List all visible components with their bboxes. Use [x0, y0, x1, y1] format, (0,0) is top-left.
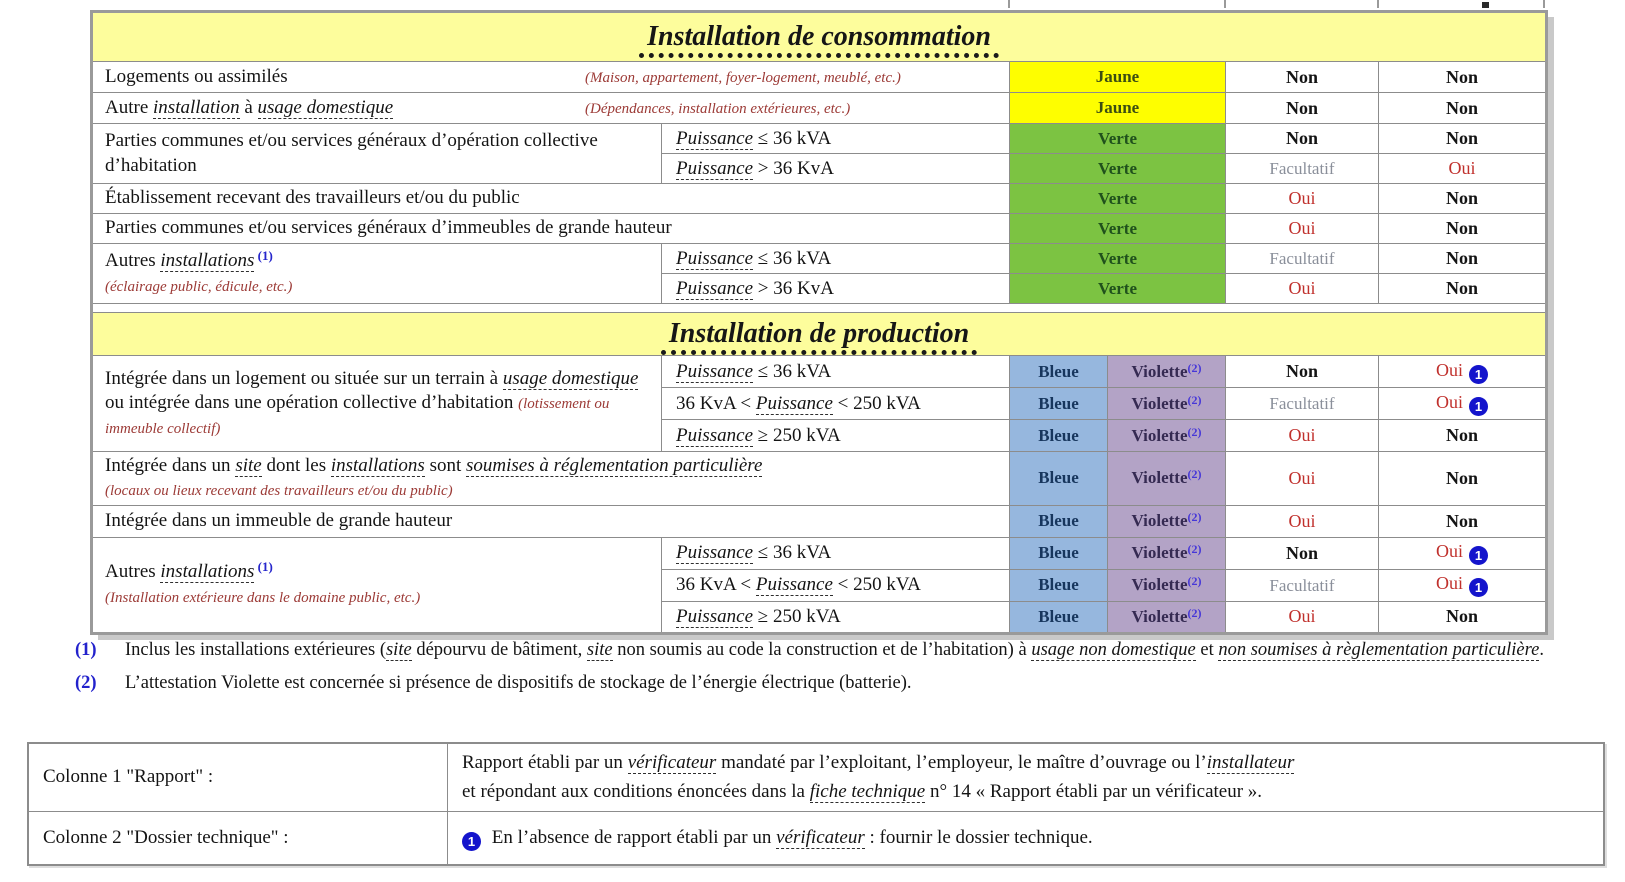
dossier-value: Non	[1446, 425, 1479, 445]
footnotes	[75, 637, 1580, 697]
section-title-consumption: Installation de consommation	[639, 21, 999, 58]
row-label-cell: Établissement recevant des travailleurs et/ou du public	[92, 184, 1010, 214]
dossier-value: Oui	[1448, 158, 1476, 178]
power-cell: Puissance ≤ 36 kVA	[662, 537, 1010, 569]
rapport-cell	[1226, 452, 1379, 506]
dossier-cell	[1379, 569, 1547, 601]
rapport-cell	[1226, 154, 1379, 184]
attestation-color-cell-bleue: Bleue	[1010, 420, 1108, 452]
legend-table	[27, 742, 1605, 866]
footnote-marker: (1)	[75, 640, 97, 660]
rapport-value: Oui	[1288, 510, 1316, 531]
section-row-consumption	[92, 12, 1547, 62]
attestation-color-cell-violette: Violette$^{(2)}$	[1108, 505, 1226, 537]
attestation-color-cell-bleue: Bleue	[1010, 601, 1108, 633]
attestation-color-cell: Verte	[1010, 154, 1226, 184]
dossier-value: Non	[1446, 66, 1479, 87]
dossier-badge-one: 1	[1469, 546, 1488, 565]
dossier-badge-one: 1	[1469, 365, 1488, 384]
rapport-cell	[1226, 62, 1379, 93]
row-label-cell: Intégrée dans un site dont les installations sont soumises à réglementation particulière (locaux ou lieux recevant des travailleurs et/ou du public)	[92, 452, 1010, 506]
attestation-color-cell: Verte	[1010, 124, 1226, 154]
dossier-cell	[1379, 601, 1547, 633]
crop-artifact-tick	[1543, 0, 1545, 8]
rapport-value: Oui	[1288, 467, 1316, 488]
legend-label: Colonne 1 "Rapport" :	[28, 743, 448, 811]
dossier-cell	[1379, 62, 1547, 93]
attestation-color-cell-violette: Violette$^{(2)}$	[1108, 537, 1226, 569]
table-row	[92, 505, 1547, 537]
rapport-value: Oui	[1288, 278, 1316, 298]
dossier-value: Non	[1446, 188, 1479, 208]
dossier-cell	[1379, 388, 1547, 420]
crop-artifact-tick	[1008, 0, 1010, 8]
row-label-cell	[92, 62, 1010, 93]
power-cell: Puissance > 36 KvA	[662, 274, 1010, 304]
section-title-production: Installation de production	[661, 318, 977, 355]
rapport-value: Facultatif	[1269, 394, 1335, 413]
power-cell: 36 KvA < Puissance < 250 kVA	[662, 569, 1010, 601]
row-label-cell: Autres installations $^{(1)}$ (Installation extérieure dans le domaine public, etc.)	[92, 537, 662, 633]
dossier-badge-one: 1	[1469, 578, 1488, 597]
power-cell: Puissance ≥ 250 kVA	[662, 420, 1010, 452]
table-row	[92, 356, 1547, 388]
rapport-value: Oui	[1288, 425, 1316, 445]
dossier-value: Oui	[1436, 541, 1464, 562]
row-label-cell: Parties communes et/ou services généraux d’opération collective d’habitation	[92, 124, 662, 184]
dossier-value: Non	[1446, 128, 1479, 148]
rapport-value: Non	[1285, 66, 1318, 87]
dossier-value: Non	[1446, 606, 1479, 627]
dossier-cell	[1379, 124, 1547, 154]
rapport-cell	[1226, 124, 1379, 154]
power-cell: Puissance > 36 KvA	[662, 154, 1010, 184]
attestation-color-cell-bleue: Bleue	[1010, 356, 1108, 388]
dossier-value: Non	[1446, 278, 1479, 298]
table-row	[92, 452, 1547, 506]
dossier-value: Oui	[1436, 359, 1464, 380]
dossier-value: Non	[1446, 467, 1479, 488]
crop-artifact-tick	[1224, 0, 1226, 8]
rapport-value: Non	[1285, 361, 1318, 381]
dossier-cell	[1379, 214, 1547, 244]
rapport-cell	[1226, 356, 1379, 388]
dossier-value: Non	[1446, 248, 1479, 268]
attestation-color-cell-bleue: Bleue	[1010, 537, 1108, 569]
dossier-value: Non	[1446, 97, 1479, 118]
attestation-color-cell-violette: Violette$^{(2)}$	[1108, 569, 1226, 601]
table-row	[92, 244, 1547, 274]
attestation-color-cell-bleue: Bleue	[1010, 388, 1108, 420]
power-cell: Puissance ≥ 250 kVA	[662, 601, 1010, 633]
rapport-cell	[1226, 214, 1379, 244]
attestation-color-cell-violette: Violette$^{(2)}$	[1108, 420, 1226, 452]
dossier-value: Non	[1446, 510, 1479, 531]
attestation-color-cell: Verte	[1010, 184, 1226, 214]
rapport-value: Oui	[1288, 606, 1316, 627]
dossier-cell	[1379, 505, 1547, 537]
power-cell: Puissance ≤ 36 kVA	[662, 356, 1010, 388]
rapport-value: Facultatif	[1269, 159, 1335, 178]
rapport-value: Oui	[1288, 188, 1316, 208]
attestation-color-cell: Jaune	[1010, 62, 1226, 93]
row-label-cell: Parties communes et/ou services généraux d’immeubles de grande hauteur	[92, 214, 1010, 244]
attestation-color-cell-violette: Violette$^{(2)}$	[1108, 388, 1226, 420]
crop-artifact-tick	[1377, 0, 1379, 8]
attestation-color-cell: Verte	[1010, 274, 1226, 304]
row-label-cell: Intégrée dans un immeuble de grande hauteur	[92, 505, 1010, 537]
dossier-cell	[1379, 154, 1547, 184]
rapport-value: Oui	[1288, 218, 1316, 238]
attestation-color-cell-violette: Violette$^{(2)}$	[1108, 601, 1226, 633]
rapport-value: Non	[1285, 97, 1318, 118]
rapport-cell	[1226, 505, 1379, 537]
table-row	[92, 93, 1547, 124]
power-cell: Puissance ≤ 36 kVA	[662, 244, 1010, 274]
table-row	[92, 124, 1547, 154]
dossier-cell	[1379, 420, 1547, 452]
attestation-color-cell-violette: Violette$^{(2)}$	[1108, 356, 1226, 388]
table-row	[92, 214, 1547, 244]
attestation-color-cell: Verte	[1010, 244, 1226, 274]
rapport-value: Non	[1285, 542, 1318, 563]
attestation-color-cell-violette: Violette$^{(2)}$	[1108, 452, 1226, 506]
attestation-color-cell-bleue: Bleue	[1010, 452, 1108, 506]
legend-row	[28, 811, 1604, 865]
row-label: Logements ou assimilés	[105, 65, 288, 87]
power-cell: Puissance ≤ 36 kVA	[662, 124, 1010, 154]
rapport-cell	[1226, 537, 1379, 569]
footnote-1	[75, 637, 1580, 663]
section-title-cell	[92, 313, 1547, 356]
dossier-value: Oui	[1436, 391, 1464, 412]
rapport-cell	[1226, 601, 1379, 633]
rapport-cell	[1226, 244, 1379, 274]
row-label-note: (Dépendances, installation extérieures, etc.)	[585, 100, 851, 117]
footnote-marker: (2)	[75, 673, 97, 694]
table-row	[92, 184, 1547, 214]
crop-artifact-mark	[1482, 2, 1489, 8]
section-divider	[92, 304, 1547, 313]
attestation-color-cell: Jaune	[1010, 93, 1226, 124]
row-label-cell	[92, 93, 1010, 124]
dossier-value: Non	[1446, 218, 1479, 238]
attestation-color-cell: Verte	[1010, 214, 1226, 244]
row-label-cell: Autres installations $^{(1)}$ (éclairage public, édicule, etc.)	[92, 244, 662, 304]
rapport-cell	[1226, 388, 1379, 420]
section-row-production	[92, 313, 1547, 356]
dossier-cell	[1379, 452, 1547, 506]
dossier-value: Oui	[1436, 573, 1464, 594]
rapport-cell	[1226, 184, 1379, 214]
rapport-value: Non	[1285, 128, 1318, 148]
rapport-cell	[1226, 420, 1379, 452]
rapport-cell	[1226, 274, 1379, 304]
attestation-table	[90, 10, 1548, 635]
legend-value: Rapport établi par un vérificateur mandaté par l’exploitant, l’employeur, le maître d’ouvrage ou l’installateur et répondant aux conditions énoncées dans la fiche technique n° 14 « Rapport établi par un vérificateur ».	[448, 743, 1605, 811]
table-row	[92, 62, 1547, 93]
footnote-2	[75, 670, 1580, 696]
legend-row	[28, 743, 1604, 811]
row-label-note: (Maison, appartement, foyer-logement, meublé, etc.)	[585, 69, 901, 86]
rapport-value: Facultatif	[1269, 575, 1335, 595]
dossier-cell	[1379, 537, 1547, 569]
row-label-cell: Intégrée dans un logement ou située sur un terrain à usage domestique ou intégrée dans une opération collective d’habitation (lotissement ou immeuble collectif)	[92, 356, 662, 452]
table-row	[92, 537, 1547, 569]
attestation-color-cell-bleue: Bleue	[1010, 569, 1108, 601]
power-cell: 36 KvA < Puissance < 250 kVA	[662, 388, 1010, 420]
dossier-cell	[1379, 274, 1547, 304]
legend-value: 1 En l’absence de rapport établi par un vérificateur : fournir le dossier technique.	[448, 811, 1605, 865]
legend-label: Colonne 2 "Dossier technique" :	[28, 811, 448, 865]
section-title-cell	[92, 12, 1547, 62]
row-label: Autre installation à usage domestique	[105, 96, 394, 118]
dossier-cell	[1379, 184, 1547, 214]
rapport-cell	[1226, 93, 1379, 124]
footnote-text: Inclus les installations extérieures (site dépourvu de bâtiment, site non soumis au code la construction et de l’habitation) à usage non domestique et non soumises à règlementation particulière.	[125, 640, 1544, 660]
rapport-value: Facultatif	[1269, 249, 1335, 268]
dossier-cell	[1379, 93, 1547, 124]
attestation-color-cell-bleue: Bleue	[1010, 505, 1108, 537]
footnote-text: L’attestation Violette est concernée si présence de dispositifs de stockage de l’énergie électrique (batterie).	[125, 673, 912, 694]
attestation-table-wrap	[90, 10, 1548, 635]
dossier-cell	[1379, 356, 1547, 388]
dossier-cell	[1379, 244, 1547, 274]
dossier-badge-one: 1	[1469, 397, 1488, 416]
rapport-cell	[1226, 569, 1379, 601]
